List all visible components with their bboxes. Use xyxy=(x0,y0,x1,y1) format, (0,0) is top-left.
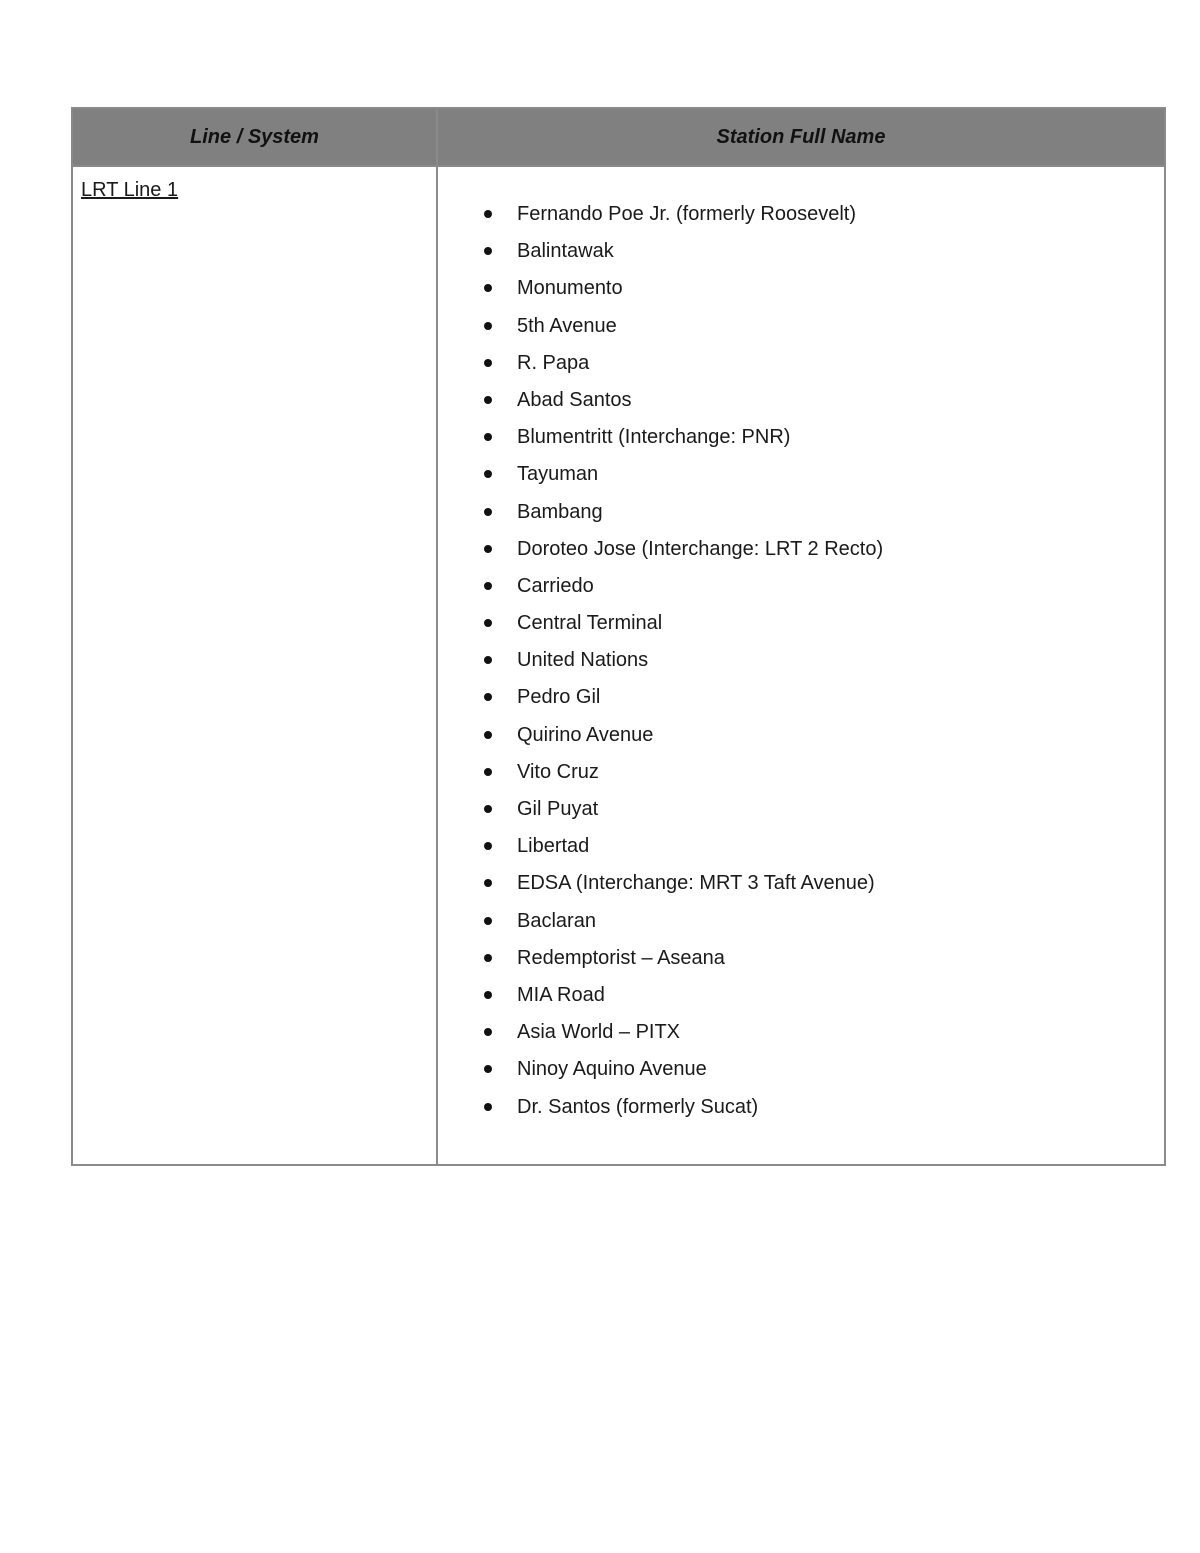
bullet-icon xyxy=(484,1103,492,1111)
list-item xyxy=(438,236,1164,273)
header-line-system: Line / System xyxy=(72,108,437,166)
bullet-icon xyxy=(484,1065,492,1073)
station-name: Dr. Santos (formerly Sucat) xyxy=(517,1095,759,1118)
list-item xyxy=(438,757,1164,794)
bullet-icon xyxy=(484,693,492,701)
list-item xyxy=(438,497,1164,534)
station-name: Asia World – PITX xyxy=(517,1021,681,1044)
bullet-icon xyxy=(484,656,492,664)
station-name: United Nations xyxy=(517,649,649,672)
bullet-icon xyxy=(484,210,492,218)
bullet-icon xyxy=(484,470,492,478)
bullet-icon xyxy=(484,842,492,850)
station-name: R. Papa xyxy=(517,351,590,374)
bullet-icon xyxy=(484,1028,492,1036)
bullet-icon xyxy=(484,247,492,255)
station-name: Gil Puyat xyxy=(517,798,599,820)
bullet-icon xyxy=(484,322,492,330)
bullet-icon xyxy=(484,731,492,739)
list-item xyxy=(438,311,1164,348)
bullet-icon xyxy=(484,805,492,813)
station-name: Vito Cruz xyxy=(517,760,599,783)
list-item xyxy=(438,980,1164,1017)
line-link-lrt-1[interactable]: LRT Line 1 xyxy=(81,179,179,201)
bullet-icon xyxy=(484,879,492,887)
station-name: Pedro Gil xyxy=(517,686,601,709)
list-item xyxy=(438,385,1164,422)
station-list xyxy=(438,199,1164,1129)
station-name: Abad Santos xyxy=(517,388,632,411)
bullet-icon xyxy=(484,954,492,962)
list-item xyxy=(438,1092,1164,1129)
list-item xyxy=(438,831,1164,868)
station-name: Bambang xyxy=(517,500,603,523)
station-name: MIA Road xyxy=(517,983,605,1006)
list-item xyxy=(438,199,1164,236)
table-header-row xyxy=(72,108,1165,166)
station-name: Baclaran xyxy=(517,909,596,932)
stations-cell xyxy=(437,166,1165,1165)
stations-table xyxy=(71,107,1166,1166)
station-name: Quirino Avenue xyxy=(517,723,654,746)
station-name: Ninoy Aquino Avenue xyxy=(517,1058,707,1081)
list-item xyxy=(438,273,1164,310)
station-name: Blumentritt (Interchange: PNR) xyxy=(517,426,791,449)
bullet-icon xyxy=(484,768,492,776)
bullet-icon xyxy=(484,284,492,292)
list-item xyxy=(438,459,1164,496)
list-item xyxy=(438,1054,1164,1091)
bullet-icon xyxy=(484,433,492,441)
list-item xyxy=(438,794,1164,831)
station-name: Libertad xyxy=(517,835,590,858)
list-item xyxy=(438,906,1164,943)
bullet-icon xyxy=(484,359,492,367)
list-item xyxy=(438,534,1164,571)
bullet-icon xyxy=(484,917,492,925)
list-item xyxy=(438,1017,1164,1054)
list-item xyxy=(438,720,1164,757)
station-name: EDSA (Interchange: MRT 3 Taft Avenue) xyxy=(517,872,875,895)
bullet-icon xyxy=(484,582,492,590)
bullet-icon xyxy=(484,508,492,516)
station-name: Doroteo Jose (Interchange: LRT 2 Recto) xyxy=(517,537,884,560)
station-name: Central Terminal xyxy=(517,612,663,635)
list-item xyxy=(438,608,1164,645)
table-row xyxy=(72,166,1165,1165)
list-item xyxy=(438,571,1164,608)
list-item xyxy=(438,348,1164,385)
header-station-full-name: Station Full Name xyxy=(437,108,1165,166)
list-item xyxy=(438,682,1164,719)
station-name: Tayuman xyxy=(517,463,599,486)
line-cell xyxy=(72,166,437,1165)
station-name: Balintawak xyxy=(517,240,614,263)
list-item xyxy=(438,943,1164,980)
bullet-icon xyxy=(484,545,492,553)
list-item xyxy=(438,868,1164,905)
bullet-icon xyxy=(484,991,492,999)
list-item xyxy=(438,422,1164,459)
station-name: Monumento xyxy=(517,277,623,300)
station-name: 5th Avenue xyxy=(517,314,617,337)
station-name: Carriedo xyxy=(517,574,594,597)
bullet-icon xyxy=(484,396,492,404)
list-item xyxy=(438,645,1164,682)
station-name: Fernando Poe Jr. (formerly Roosevelt) xyxy=(517,203,857,225)
bullet-icon xyxy=(484,619,492,627)
station-name: Redemptorist – Aseana xyxy=(517,946,725,969)
